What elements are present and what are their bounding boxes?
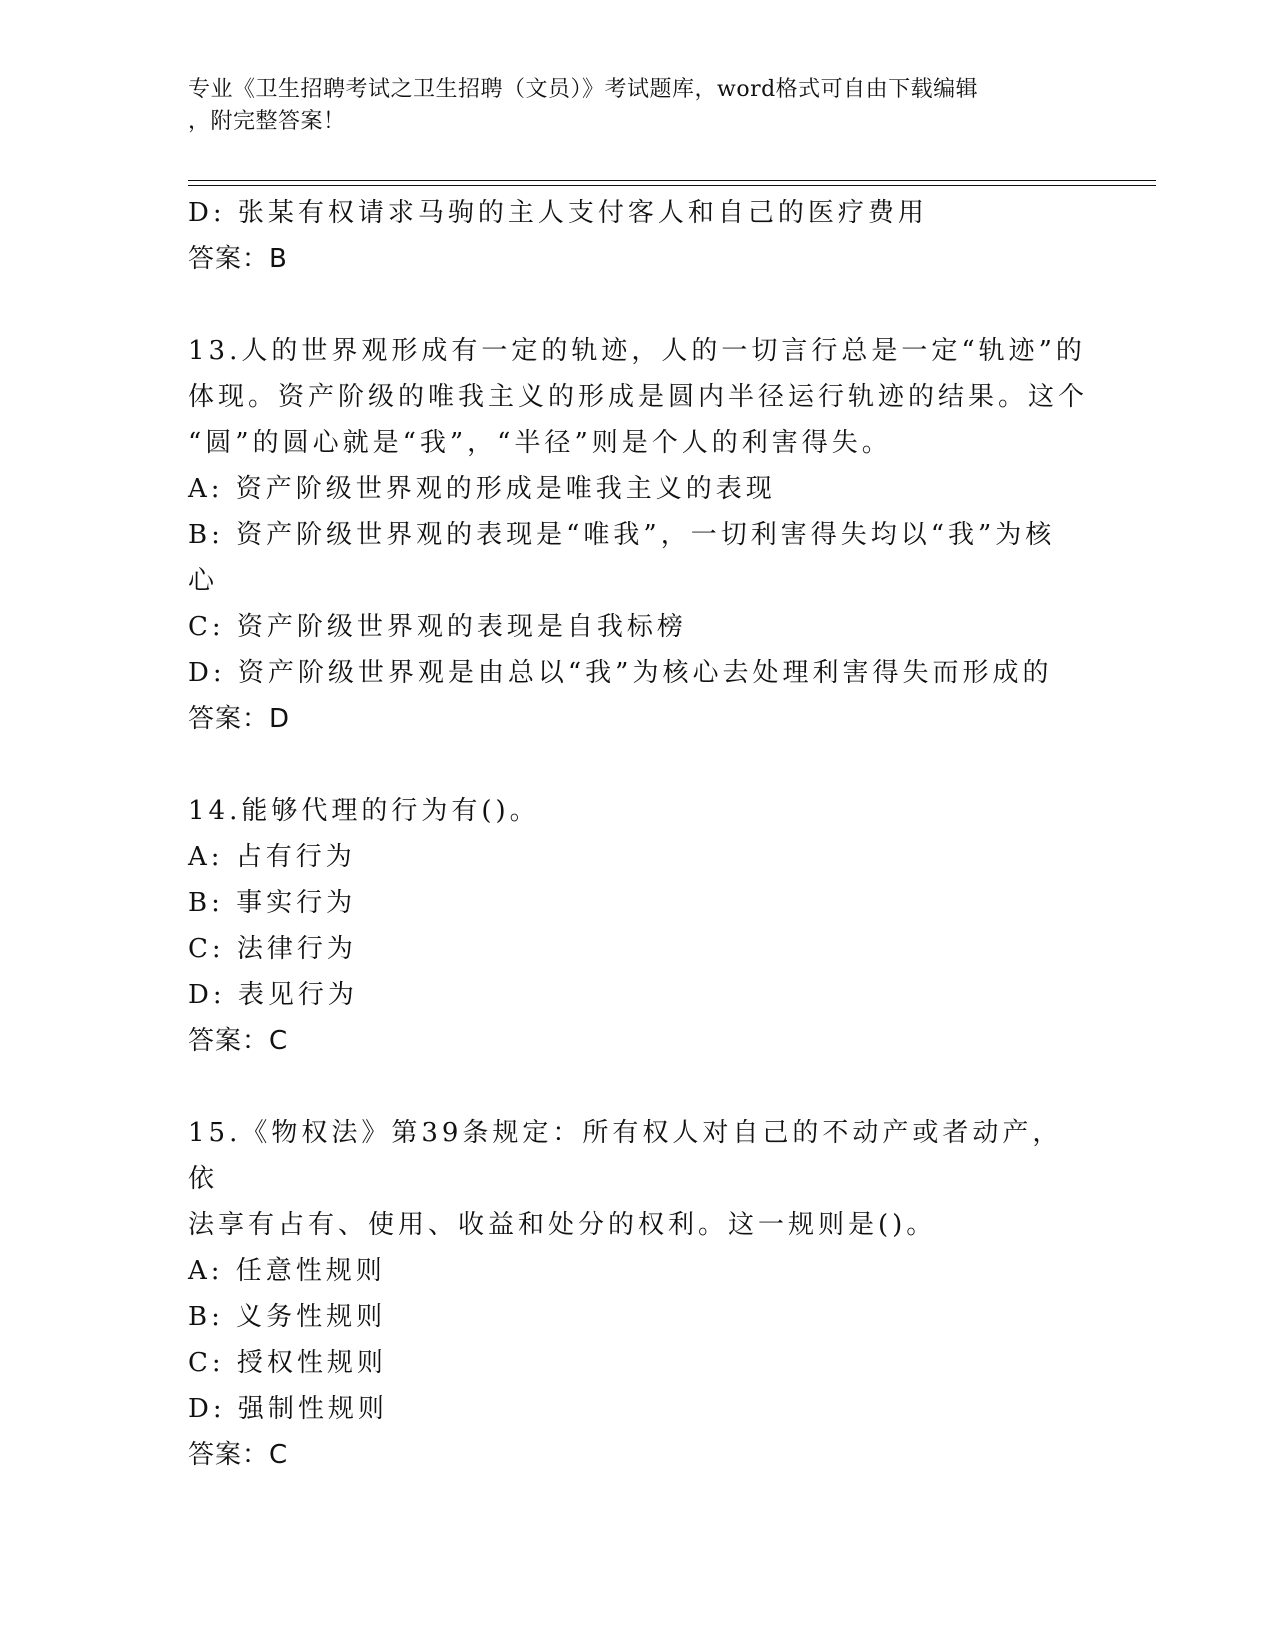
question-13-text-line-3: “圆”的圆心就是“我”，“半径”则是个人的利害得失。: [188, 428, 892, 458]
answer-line: 答案：B: [188, 244, 288, 274]
question-14-option-c: C: 法律行为: [188, 934, 357, 964]
question-13-text-line-2: 体现。资产阶级的唯我主义的形成是圆内半径运行轨迹的结果。这个: [188, 382, 1089, 412]
question-13-option-b-line-1: B: 资产阶级世界观的表现是“唯我”，一切利害得失均以“我”为核: [188, 520, 1056, 550]
previous-question-tail: [188, 190, 1088, 282]
question-15-option-d: D: 强制性规则: [188, 1394, 388, 1424]
question-14-option-a: A: 占有行为: [188, 842, 356, 872]
question-15-option-c: C: 授权性规则: [188, 1348, 387, 1378]
question-13-text-line-1: 13.人的世界观形成有一定的轨迹，人的一切言行总是一定“轨迹”的: [188, 336, 1086, 366]
question-14-option-b: B: 事实行为: [188, 888, 357, 918]
header-note-line-1: 专业《卫生招聘考试之卫生招聘（文员）》考试题库，word格式可自由下载编辑: [188, 77, 979, 102]
question-15-text-line-2: 法享有占有、使用、收益和处分的权利。这一规则是()。: [188, 1210, 937, 1240]
header-divider-top: [188, 180, 1156, 181]
question-spacer: [188, 282, 1088, 328]
question-13: [188, 328, 1088, 742]
header-divider-bottom: [188, 185, 1156, 186]
option-d: D: 张某有权请求马驹的主人支付客人和自己的医疗费用: [188, 198, 928, 228]
question-14-answer: 答案：C: [188, 1026, 289, 1056]
question-13-option-d: D: 资产阶级世界观是由总以“我”为核心去处理利害得失而形成的: [188, 658, 1053, 688]
question-14-option-d: D: 表见行为: [188, 980, 358, 1010]
header-note: [188, 74, 1068, 138]
question-14-text: 14.能够代理的行为有()。: [188, 796, 540, 826]
question-14: [188, 788, 1088, 1064]
question-13-answer: 答案：D: [188, 704, 291, 734]
question-spacer: [188, 742, 1088, 788]
question-13-option-b-line-2: 心: [188, 566, 219, 596]
question-13-option-c: C: 资产阶级世界观的表现是自我标榜: [188, 612, 687, 642]
header-note-line-2: ，附完整答案！: [188, 109, 346, 134]
question-15: [188, 1110, 1088, 1478]
question-content: [188, 190, 1088, 1478]
question-15-option-a: A: 任意性规则: [188, 1256, 386, 1286]
question-13-option-a: A: 资产阶级世界观的形成是唯我主义的表现: [188, 474, 776, 504]
question-spacer: [188, 1064, 1088, 1110]
question-15-answer: 答案：C: [188, 1440, 289, 1470]
question-15-text-line-1: 15.《物权法》第39条规定：所有权人对自己的不动产或者动产，依: [188, 1118, 1063, 1194]
question-15-option-b: B: 义务性规则: [188, 1302, 387, 1332]
